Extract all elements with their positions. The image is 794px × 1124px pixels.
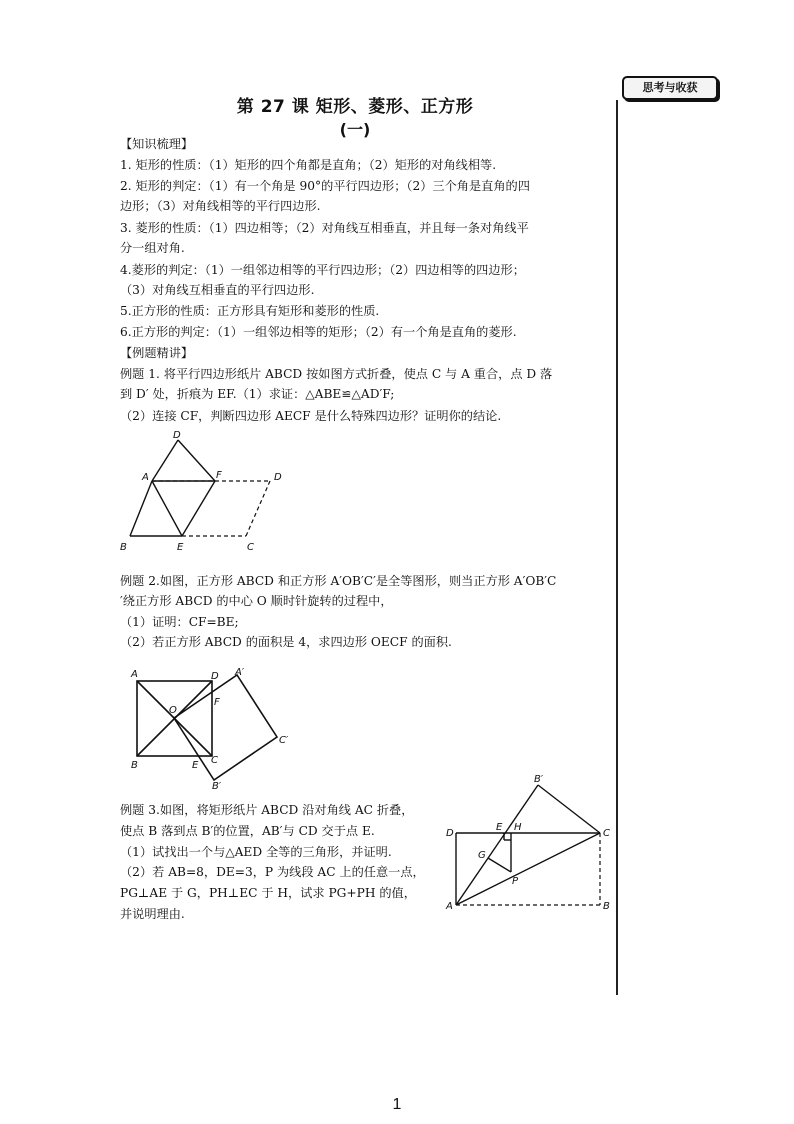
fig3-label-E: E bbox=[496, 822, 503, 833]
figure-1 bbox=[110, 428, 300, 558]
fig3-label-D: D bbox=[446, 828, 454, 839]
knowledge-line: （3）对角线互相垂直的平行四边形. bbox=[120, 283, 315, 297]
page-title: 第 27 课 矩形、菱形、正方形 bbox=[236, 97, 474, 117]
fig1-seg-AD bbox=[152, 440, 178, 481]
page-number: 1 bbox=[392, 1096, 402, 1113]
fig3-seg-AC bbox=[456, 833, 600, 905]
side-badge: 思考与收获 bbox=[622, 76, 718, 100]
fig3-seg-AB' bbox=[456, 785, 538, 905]
fig1-label-B: B bbox=[120, 542, 127, 553]
fig1-seg-DC-dashed bbox=[246, 481, 270, 536]
example2-line: （2）若正方形 ABCD 的面积是 4，求四边形 OECF 的面积. bbox=[120, 635, 452, 649]
fig2-label-B-prime: B′ bbox=[212, 781, 222, 792]
example2-line: （1）证明：CF=BE; bbox=[120, 615, 239, 629]
knowledge-line: 2. 矩形的判定：（1）有一个角是 90°的平行四边形；（2）三个角是直角的四 bbox=[120, 179, 530, 193]
knowledge-line: 分一组对角. bbox=[120, 241, 185, 255]
example3-line: （2）若 AB=8，DE=3，P 为线段 AC 上的任意一点， bbox=[120, 865, 425, 879]
fig2-label-O: O bbox=[169, 705, 177, 716]
fig3-label-B: B bbox=[603, 901, 610, 912]
example1-line: 到 D′ 处，折痕为 EF.（1）求证：△ABE≌△AD′F; bbox=[120, 387, 395, 401]
page-subtitle: (一) bbox=[339, 120, 371, 139]
fig2-square-AOB'C' bbox=[174, 675, 277, 780]
example3-line: 例题 3.如图，将矩形纸片 ABCD 沿对角线 AC 折叠， bbox=[120, 803, 414, 817]
example1-line: 例题 1. 将平行四边形纸片 ABCD 按如图方式折叠，使点 C 与 A 重合，点 D 落 bbox=[120, 367, 553, 381]
fig3-label-H: H bbox=[514, 822, 522, 833]
fig3-label-C: C bbox=[603, 828, 610, 839]
fig1-label-F: F bbox=[216, 470, 222, 481]
knowledge-line: 6.正方形的判定：（1）一组邻边相等的矩形；（2）有一个角是直角的菱形. bbox=[120, 325, 517, 339]
example1-line: （2）连接 CF，判断四边形 AECF 是什么特殊四边形？证明你的结论. bbox=[120, 409, 502, 423]
fig2-label-A: A bbox=[131, 669, 138, 680]
fig2-label-B: B bbox=[131, 760, 138, 771]
example2-line: ′绕正方形 ABCD 的中心 O 顺时针旋转的过程中， bbox=[120, 594, 393, 608]
example2-line: 例题 2.如图，正方形 ABCD 和正方形 A′OB′C′是全等图形，则当正方形 A′OB′C bbox=[120, 574, 557, 588]
example3-line: 使点 B 落到点 B′的位置，AB′与 CD 交于点 E. bbox=[120, 824, 375, 838]
fig3-label-B-prime: B′ bbox=[534, 774, 544, 785]
fig3-label-A: A bbox=[446, 901, 453, 912]
fig1-seg-DF bbox=[178, 440, 215, 481]
examples-heading: 【例题精讲】 bbox=[120, 346, 194, 360]
fig1-seg-AB bbox=[130, 481, 152, 536]
fig2-label-C: C bbox=[211, 755, 218, 766]
knowledge-line: 5.正方形的性质：正方形具有矩形和菱形的性质. bbox=[120, 304, 380, 318]
fig2-label-A-prime: A′ bbox=[235, 667, 245, 678]
fig2-label-F: F bbox=[214, 697, 220, 708]
fig1-label-E: E bbox=[177, 542, 184, 553]
example3-line: 并说明理由. bbox=[120, 907, 185, 921]
knowledge-heading: 【知识梳理】 bbox=[120, 137, 194, 151]
fig1-label-A: A bbox=[142, 472, 149, 483]
fig2-label-E: E bbox=[192, 760, 199, 771]
fig1-label-D-right: D bbox=[274, 472, 282, 483]
fig2-label-C-prime: C′ bbox=[279, 735, 289, 746]
figure-3 bbox=[442, 772, 614, 912]
fig1-label-D-top: D bbox=[173, 430, 181, 441]
fig1-seg-AE bbox=[152, 481, 182, 536]
figure-2 bbox=[125, 665, 300, 795]
fig2-label-D: D bbox=[211, 671, 219, 682]
fig3-seg-GP bbox=[488, 858, 511, 872]
margin-divider bbox=[616, 100, 618, 995]
knowledge-line: 1. 矩形的性质：（1）矩形的四个角都是直角；（2）矩形的对角线相等. bbox=[120, 158, 497, 172]
fig3-label-G: G bbox=[478, 850, 486, 861]
knowledge-line: 边形；（3）对角线相等的平行四边形. bbox=[120, 199, 321, 213]
knowledge-line: 3. 菱形的性质：（1）四边相等；（2）对角线互相垂直，并且每一条对角线平 bbox=[120, 221, 529, 235]
fig3-label-P: P bbox=[512, 876, 519, 887]
fig1-seg-FE bbox=[182, 481, 215, 536]
fig3-seg-B'C bbox=[538, 785, 600, 833]
example3-line: （1）试找出一个与△AED 全等的三角形，并证明. bbox=[120, 845, 392, 859]
example3-line: PG⊥AE 于 G，PH⊥EC 于 H，试求 PG+PH 的值， bbox=[120, 886, 416, 900]
knowledge-line: 4.菱形的判定：（1）一组邻边相等的平行四边形；（2）四边相等的四边形； bbox=[120, 263, 525, 277]
fig1-label-C: C bbox=[247, 542, 254, 553]
